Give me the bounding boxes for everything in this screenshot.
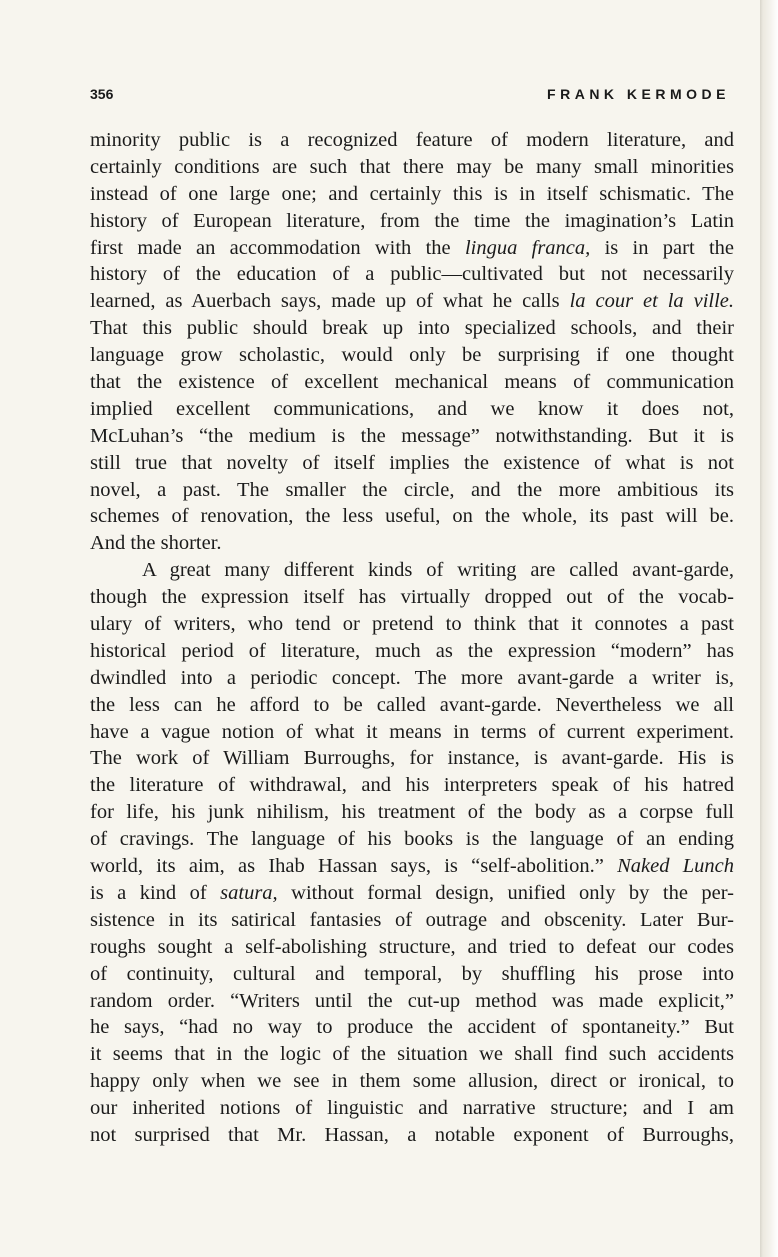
text-line: ulary of writers, who tend or pretend to think that it connotes a past xyxy=(90,613,734,636)
text-line: of cravings. The language of his books is the language of an ending xyxy=(90,828,734,851)
text-line: McLuhan’s “the medium is the message” notwithstanding. But it is xyxy=(90,424,734,447)
page-header xyxy=(90,86,730,108)
text-run: is in part the xyxy=(590,236,735,259)
text-line: language grow scholastic, would only be surprising if one thought xyxy=(90,344,734,367)
text-run: world, its aim, as Ihab Hassan says, is “self-abolition.” xyxy=(90,855,618,878)
text-line: sistence in its satirical fantasies of outrage and obscenity. Later Bur- xyxy=(90,908,734,931)
text-line: minority public is a recognized feature of modern literature, and xyxy=(90,129,734,151)
text-line xyxy=(90,880,734,907)
text-line: that the existence of excellent mechanical means of communication xyxy=(90,371,734,394)
text-line: historical period of literature, much as the expression “modern” has xyxy=(90,639,734,662)
italic-phrase: lingua franca, xyxy=(464,236,591,259)
text-run: is a kind of xyxy=(90,881,221,904)
text-line: A great many different kinds of writing are called avant-garde, xyxy=(142,559,734,582)
text-line: for life, his junk nihilism, his treatment of the body as a corpse full xyxy=(90,801,734,824)
text-line: have a vague notion of what it means in terms of current experiment. xyxy=(90,720,734,743)
text-line: novel, a past. The smaller the circle, and the more ambitious its xyxy=(90,478,734,501)
text-line: The work of William Burroughs, for instance, is avant-garde. His is xyxy=(90,747,734,770)
text-run: without formal design, unified only by the per- xyxy=(277,881,734,904)
text-line xyxy=(90,853,734,880)
text-run: first made an accommodation with the xyxy=(90,236,465,259)
text-line: history of the education of a public—cultivated but not necessarily xyxy=(90,263,734,286)
page-spine-edge xyxy=(760,0,778,1257)
body-text xyxy=(90,127,734,1149)
text-line: history of European literature, from the time the imagination’s Latin xyxy=(90,209,734,232)
text-line: And the shorter. xyxy=(90,532,222,555)
text-line: the less can he afford to be called avant-garde. Nevertheless we all xyxy=(90,693,734,716)
text-line: our inherited notions of linguistic and narrative structure; and I am xyxy=(90,1097,734,1120)
text-line: implied excellent communications, and we know it does not, xyxy=(90,397,734,420)
text-line: instead of one large one; and certainly this is in itself schismatic. The xyxy=(90,182,734,205)
text-line: happy only when we see in them some allusion, direct or ironical, to xyxy=(90,1070,734,1093)
text-line xyxy=(90,288,734,315)
italic-phrase: Naked Lunch xyxy=(617,855,734,878)
text-line: still true that novelty of itself implies the existence of what is not xyxy=(90,451,734,474)
text-line: it seems that in the logic of the situation we shall find such accidents xyxy=(90,1043,734,1066)
text-line: he says, “had no way to produce the accident of spontaneity.” But xyxy=(90,1016,734,1039)
text-line: roughs sought a self-abolishing structure, and tried to defeat our codes xyxy=(90,935,734,958)
text-line: not surprised that Mr. Hassan, a notable exponent of Burroughs, xyxy=(90,1123,734,1146)
running-head: FRANK KERMODE xyxy=(547,86,730,102)
text-line: That this public should break up into specialized schools, and their xyxy=(90,317,734,340)
text-line: of continuity, cultural and temporal, by shuffling his prose into xyxy=(90,962,734,985)
text-run: learned, as Auerbach says, made up of what he calls xyxy=(90,290,570,313)
text-line: though the expression itself has virtually dropped out of the vocab- xyxy=(90,586,734,609)
text-line: random order. “Writers until the cut-up method was made explicit,” xyxy=(90,989,734,1012)
italic-phrase: la cour et la ville. xyxy=(569,290,735,313)
italic-phrase: satura, xyxy=(220,881,278,904)
text-line: dwindled into a periodic concept. The more avant-garde a writer is, xyxy=(90,666,734,689)
page-number: 356 xyxy=(90,86,114,102)
text-line: schemes of renovation, the less useful, on the whole, its past will be. xyxy=(90,505,734,528)
text-line xyxy=(90,235,734,262)
text-line: the literature of withdrawal, and his interpreters speak of his hatred xyxy=(90,774,734,797)
text-line: certainly conditions are such that there may be many small minorities xyxy=(90,155,734,178)
